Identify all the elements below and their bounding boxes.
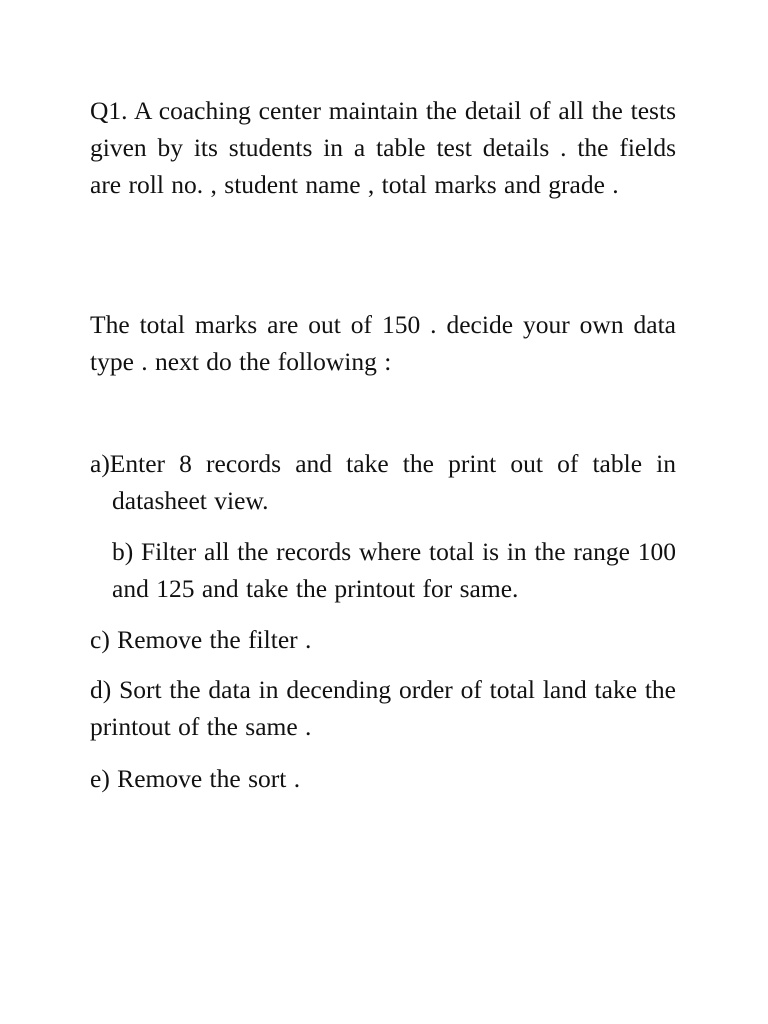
- marks-info-paragraph: The total marks are out of 150 . decide your own data type . next do the following :: [90, 310, 676, 376]
- task-c: c) Remove the filter .: [90, 625, 312, 654]
- task-e: e) Remove the sort .: [90, 764, 301, 793]
- task-d: d) Sort the data in decending order of total land take the printout of the same .: [90, 675, 676, 741]
- question-intro-paragraph: Q1. A coaching center maintain the detail of all the tests given by its students in a table test details . the fields are roll no. , student name , total marks and grade .: [90, 96, 676, 199]
- task-a: a)Enter 8 records and take the print out of table in datasheet view.: [90, 449, 676, 515]
- task-b: b) Filter all the records where total is in the range 100 and 125 and take the printout for same.: [112, 537, 676, 603]
